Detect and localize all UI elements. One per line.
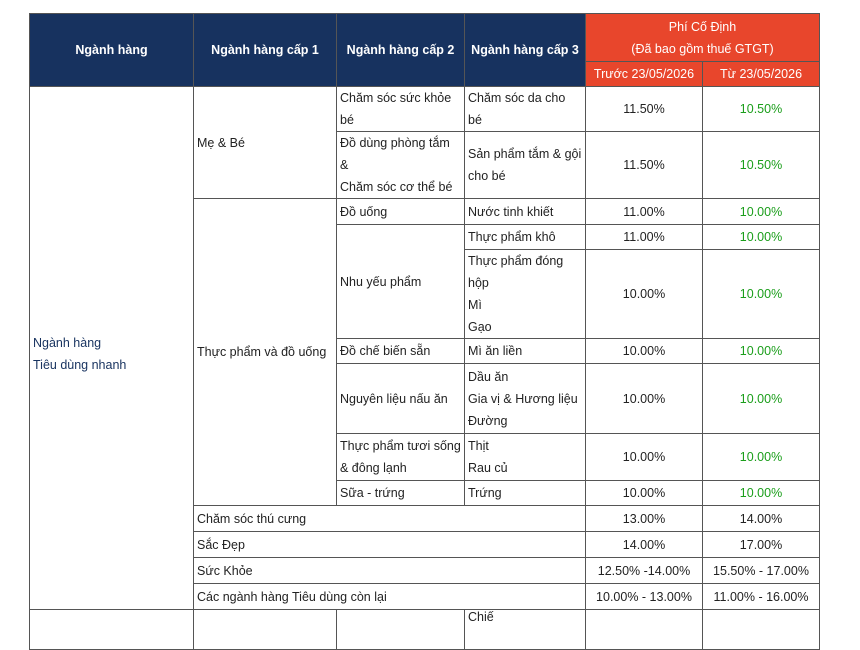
fee-after-cell: 10.00% [703,199,820,225]
cap3-line: Thịt [468,439,489,453]
cap2-cell: Nguyên liệu nấu ăn [337,364,465,434]
other-category-label: Sức Khỏe [194,558,586,584]
fee-after-cell: 10.00% [703,339,820,364]
header-cap3: Ngành hàng cấp 3 [465,14,586,87]
cap2-cell: Chăm sóc sức khỏe bé [337,87,465,132]
cap3-cell: Chăm sóc da cho bé [465,87,586,132]
fixed-fee-table [29,13,820,650]
cap2-line: Đồ dùng phòng tắm & [340,136,450,172]
category-cell [30,87,194,610]
fee-before-cell: 11.00% [586,225,703,250]
category-line2: Tiêu dùng nhanh [33,358,127,372]
fee-before-cell: 11.50% [586,87,703,132]
fee-before-cell: 11.50% [586,132,703,199]
fee-after-cell: 17.00% [703,532,820,558]
header-cap2: Ngành hàng cấp 2 [337,14,465,87]
fee-table-container [29,13,819,650]
fee-before-cell: 10.00% - 13.00% [586,584,703,610]
cap3-line: Dầu ăn [468,369,509,384]
fee-after-cell: 10.00% [703,250,820,339]
cap3-line: Gia vị & Hương liệu [468,391,578,406]
cap3-line: Mì [468,298,482,312]
cap3-cell: Thực phẩm khô [465,225,586,250]
table-row [30,87,820,132]
cap3-line: cho bé [468,169,506,183]
fee-before-cell: 10.00% [586,250,703,339]
cap3-line: Sản phẩm tắm & gội [468,147,582,161]
cap2-cell: Sữa - trứng [337,481,465,506]
header-before-date: Trước 23/05/2026 [586,62,703,87]
category-line1: Ngành hàng [33,336,102,350]
header-cap1: Ngành hàng cấp 1 [194,14,337,87]
fee-before-cell: 12.50% -14.00% [586,558,703,584]
cap3-cell: Nước tinh khiết [465,199,586,225]
cap3-line: Đường [468,413,508,428]
cap2-line: & đông lạnh [340,461,407,475]
fee-after-cell: 10.00% [703,225,820,250]
fee-after-cell: 14.00% [703,506,820,532]
cap2-cell [337,132,465,199]
cap3-cell [465,434,586,481]
cell [703,610,820,650]
fee-after-cell: 10.00% [703,434,820,481]
cap3-line: Rau củ [468,461,508,475]
cell [586,610,703,650]
fee-after-cell: 10.50% [703,87,820,132]
fee-before-cell: 10.00% [586,481,703,506]
header-nganh-hang: Ngành hàng [30,14,194,87]
fee-after-cell: 10.00% [703,481,820,506]
cap1-thuc-pham: Thực phẩm và đồ uống [194,199,337,506]
cap2-cell: Đồ uống [337,199,465,225]
cap3-cell: Mì ăn liền [465,339,586,364]
cap2-cell: Nhu yếu phẩm [337,225,465,339]
fee-after-cell: 10.00% [703,364,820,434]
fee-before-cell: 14.00% [586,532,703,558]
fee-before-cell: 11.00% [586,199,703,225]
fee-after-cell: 11.00% - 16.00% [703,584,820,610]
fee-before-cell: 10.00% [586,364,703,434]
cap2-line: Thực phẩm tươi sống [340,439,461,453]
fee-before-cell: 13.00% [586,506,703,532]
header-fee [586,14,820,62]
cap3-cell [465,250,586,339]
fee-before-cell: 10.00% [586,339,703,364]
cell [30,610,194,650]
header-after-date: Từ 23/05/2026 [703,62,820,87]
other-category-label: Các ngành hàng Tiêu dùng còn lại [194,584,586,610]
cap3-cell [465,364,586,434]
cap2-cell [337,434,465,481]
cap3-line: Thực phẩm đóng hộp [468,254,564,290]
cap3-cell: Trứng [465,481,586,506]
fee-title: Phí Cố Định [668,19,737,34]
cap3-line: Gạo [468,320,492,334]
fee-after-cell: 15.50% - 17.00% [703,558,820,584]
table-row [30,610,820,650]
cap3-cell: Chiế [465,610,586,650]
other-category-label: Sắc Đẹp [194,532,586,558]
fee-before-cell: 10.00% [586,434,703,481]
cell [194,610,337,650]
cell [337,610,465,650]
cap1-me-be: Mẹ & Bé [194,87,337,199]
fee-after-cell: 10.50% [703,132,820,199]
fee-subtitle: (Đã bao gồm thuế GTGT) [631,41,774,56]
cap2-line: Chăm sóc cơ thể bé [340,180,453,194]
cap2-cell: Đồ chế biến sẵn [337,339,465,364]
cap3-cell [465,132,586,199]
other-category-label: Chăm sóc thú cưng [194,506,586,532]
